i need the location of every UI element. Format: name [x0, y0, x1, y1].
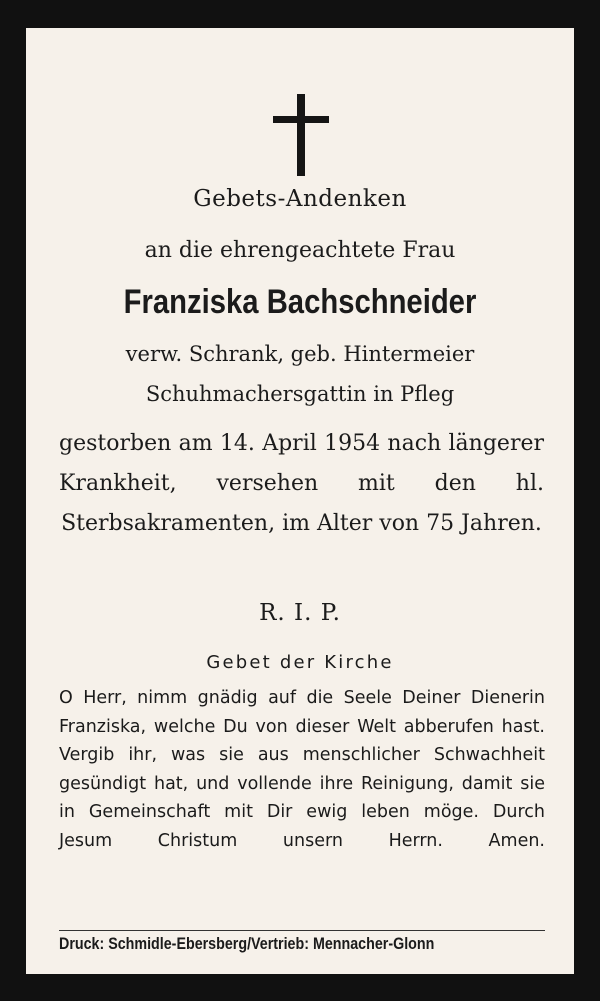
card-heading: Gebets-Andenken — [193, 186, 407, 212]
rip-text: R. I. P. — [259, 600, 341, 626]
prayer-text: O Herr, nimm gnädig auf die Seele Deiner Dienerin Franziska, welche Du von dieser Welt abberufen hast. Vergib ihr, was sie aus menschlicher Schwachheit gesündigt hat, und vollende ihre Reinigung, damit sie in Gemeinschaft mit Dir ewig leben möge. Durch Jesum Christum unsern Herrn. Amen. — [59, 688, 545, 851]
divider — [59, 930, 545, 931]
maiden-name-line: verw. Schrank, geb. Hintermeier — [125, 342, 475, 366]
deceased-name: Franziska Bachschneider — [123, 283, 477, 321]
occupation-line: Schuhmachersgattin in Pfleg — [145, 382, 455, 406]
card-intro: an die ehrengeachtete Frau — [144, 238, 456, 263]
cross-icon — [273, 94, 329, 176]
printer-credit: Druck: Schmidle-Ebersberg/Vertrieb: Mennacher-Glonn — [59, 934, 435, 953]
card-paper — [26, 28, 574, 974]
prayer-title: Gebet der Kirche — [206, 652, 394, 673]
death-notice: gestorben am 14. April 1954 nach längerer Krankheit, versehen mit den hl. Sterbsakramenten, im Alter von 75 Jahren. — [59, 431, 544, 536]
